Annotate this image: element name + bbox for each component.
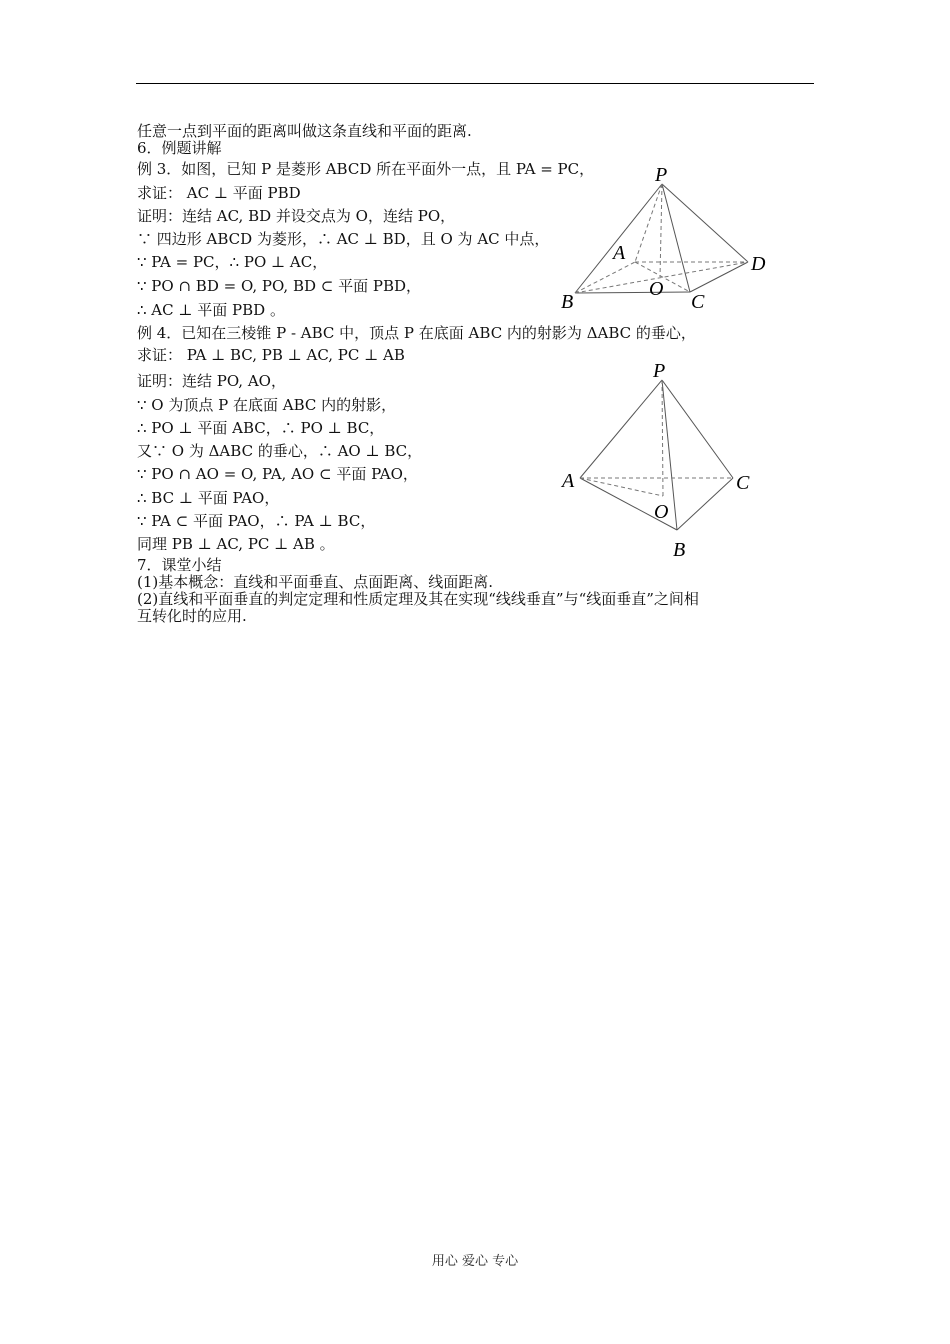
- text-line: ∵ PO ∩ AO = O, PA, AO ⊂ 平面 PAO，: [137, 465, 418, 483]
- edge-cb: [677, 478, 733, 530]
- vertex-label-p: P: [655, 164, 668, 186]
- segment-po-hidden: [662, 380, 663, 496]
- text-line: ∴ AC ⊥ 平面 PBD 。: [137, 301, 285, 319]
- vertex-label-p: P: [653, 360, 666, 382]
- text-line: ∴ PO ⊥ 平面 ABC，∴ PO ⊥ BC，: [137, 419, 385, 437]
- edge-pc: [662, 184, 690, 292]
- point-label-o: O: [649, 278, 664, 300]
- page-footer: 用心 爱心 专心: [431, 1254, 519, 1269]
- header-rule: [136, 83, 814, 84]
- text-line: ∵ 四边形 ABCD 为菱形，∴ AC ⊥ BD，且 O 为 AC 中点，: [137, 230, 550, 248]
- text-line: (2)直线和平面垂直的判定定理和性质定理及其在实现“线线垂直”与“线面垂直”之间相: [137, 590, 699, 608]
- text-line: ∵ PA ⊂ 平面 PAO，∴ PA ⊥ BC，: [137, 512, 376, 530]
- text-line: 求证： PA ⊥ BC, PB ⊥ AC, PC ⊥ AB: [137, 346, 405, 364]
- text-line: ∵ PO ∩ BD = O, PO, BD ⊂ 平面 PBD，: [137, 277, 422, 295]
- text-line: 例 4．已知在三棱锥 P - ABC 中，顶点 P 在底面 ABC 内的射影为 ΔABC 的垂心，: [137, 324, 696, 342]
- text-line: 同理 PB ⊥ AC, PC ⊥ AB 。: [137, 535, 335, 553]
- text-line: ∴ BC ⊥ 平面 PAO，: [137, 489, 280, 507]
- edge-pc: [662, 380, 733, 478]
- segment-ao-hidden: [580, 478, 663, 496]
- vertex-label-b: B: [673, 539, 686, 561]
- vertex-label-a: A: [562, 470, 575, 492]
- text-line: (1)基本概念：直线和平面垂直、点面距离、线面距离.: [137, 573, 494, 591]
- point-label-o: O: [654, 501, 669, 523]
- edge-bc: [575, 292, 690, 293]
- edge-pa: [580, 380, 662, 478]
- text-line: 证明：连结 PO, AO，: [137, 372, 286, 390]
- text-line: 例 3．如图，已知 P 是菱形 ABCD 所在平面外一点，且 PA = PC，: [137, 160, 595, 178]
- section-heading: 6．例题讲解: [137, 139, 222, 157]
- pyramid-figure-1: [555, 160, 775, 320]
- vertex-label-a: A: [613, 242, 626, 264]
- segment-po-hidden: [660, 184, 662, 277]
- pyramid-figure-2: [555, 358, 775, 568]
- edge-pb: [575, 184, 662, 293]
- section-heading: 7．课堂小结: [137, 556, 222, 574]
- vertex-label-d: D: [751, 253, 766, 275]
- text-line: 任意一点到平面的距离叫做这条直线和平面的距离.: [137, 122, 472, 140]
- edge-ba-hidden: [575, 262, 635, 293]
- edge-pa-hidden: [635, 184, 662, 262]
- edge-cd: [690, 262, 748, 292]
- text-line: 互转化时的应用.: [137, 607, 247, 625]
- vertex-label-c: C: [736, 472, 750, 494]
- edge-pd: [662, 184, 748, 262]
- text-line: 求证： AC ⊥ 平面 PBD: [137, 184, 301, 202]
- vertex-label-b: B: [561, 291, 574, 313]
- text-line: 证明：连结 AC, BD 并设交点为 O，连结 PO，: [137, 207, 456, 225]
- text-line: 又∵ O 为 ΔABC 的垂心，∴ AO ⊥ BC，: [137, 442, 423, 460]
- text-line: ∵ O 为顶点 P 在底面 ABC 内的射影，: [137, 396, 397, 414]
- text-line: ∵ PA = PC，∴ PO ⊥ AC，: [137, 253, 328, 271]
- vertex-label-c: C: [691, 291, 705, 313]
